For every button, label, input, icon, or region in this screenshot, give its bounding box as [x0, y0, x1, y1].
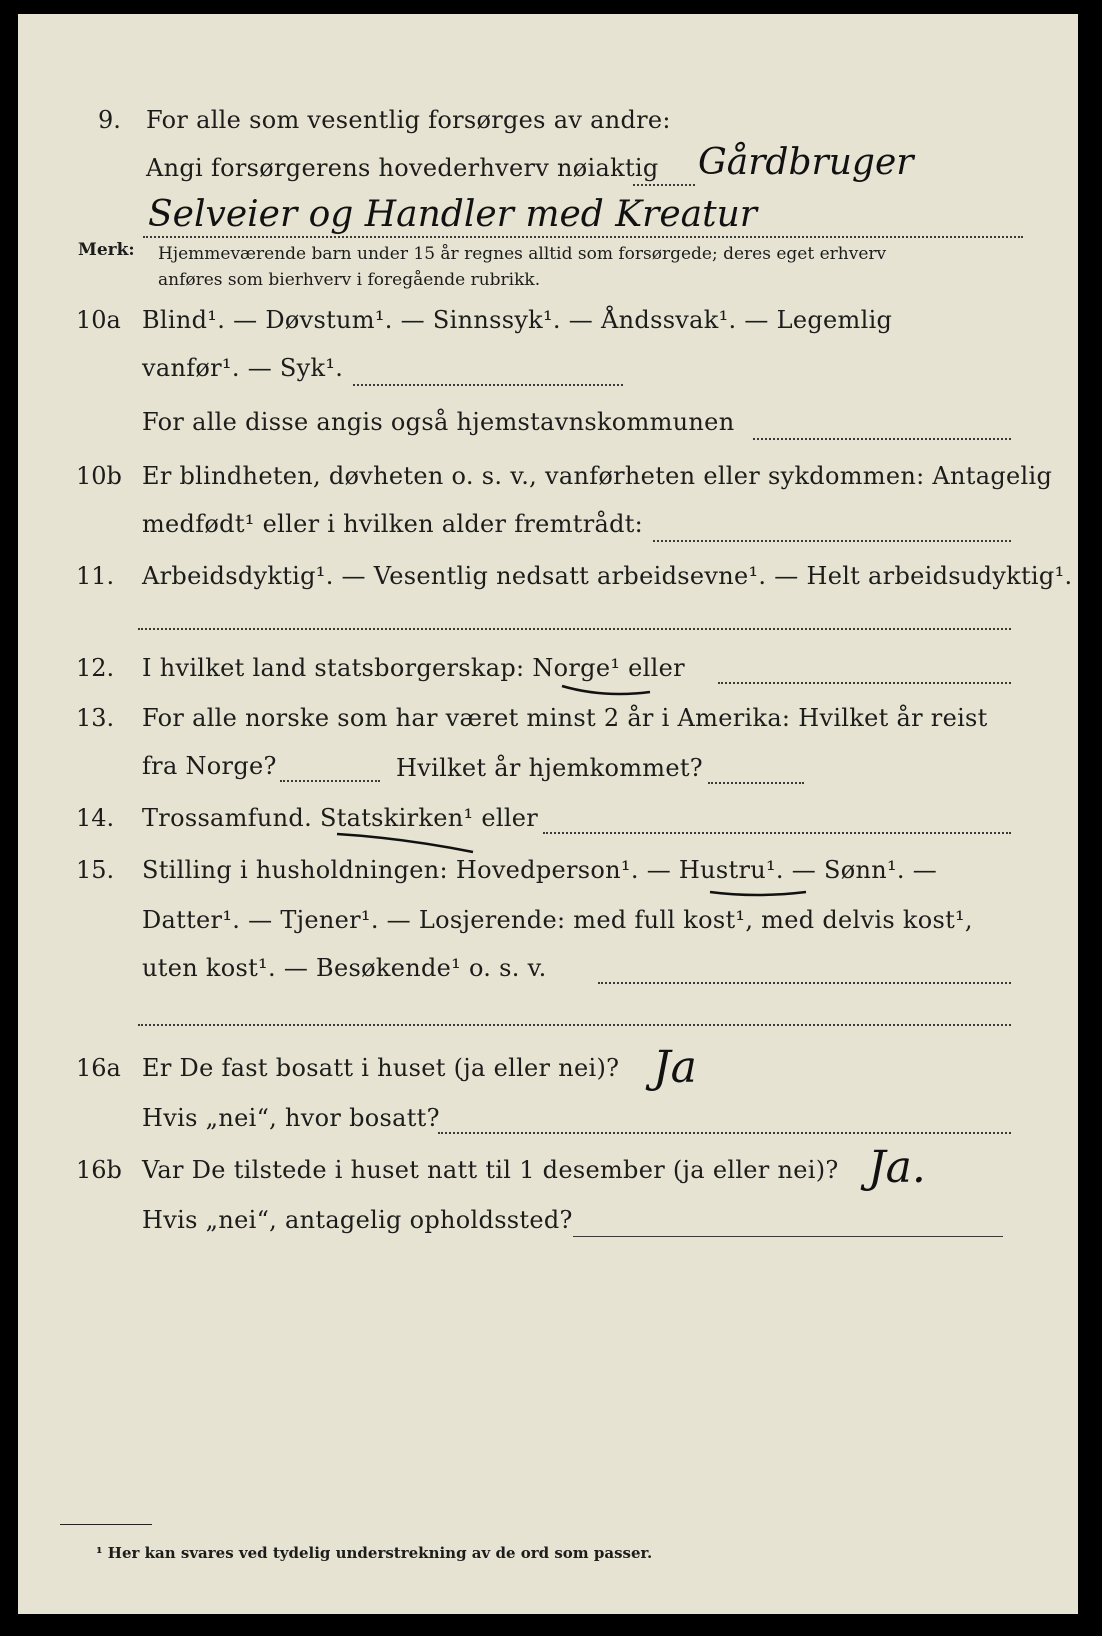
merk-line1: Hjemmeværende barn under 15 år regnes alltid som forsørgede; deres eget erhverv — [158, 244, 887, 264]
q10a-line3: For alle disse angis også hjemstavnskommunen — [142, 408, 735, 436]
q15-hustru-underline — [706, 886, 816, 900]
q12-answer-line — [718, 682, 1011, 684]
q9-number: 9. — [98, 106, 121, 134]
q11-line1: Arbeidsdyktig¹. — Vesentlig nedsatt arbeidsevne¹. — Helt arbeidsudyktig¹. — [142, 562, 1073, 590]
q10a-number: 10a — [76, 306, 121, 334]
q10b-line2: medfødt¹ eller i hvilken alder fremtrådt: — [142, 510, 644, 538]
census-form-page — [18, 14, 1078, 1614]
q10b-answer-line — [653, 540, 1011, 542]
q14-answer-line — [543, 832, 1011, 834]
q10a-sick-answer-line — [353, 384, 623, 386]
q16a-number: 16a — [76, 1054, 121, 1082]
q10b-line1: Er blindheten, døvheten o. s. v., vanførheten eller sykdommen: Antagelig — [142, 462, 1053, 490]
q15-line3: uten kost¹. — Besøkende¹ o. s. v. — [142, 954, 547, 982]
q10a-line1: Blind¹. — Døvstum¹. — Sinnssyk¹. — Åndssvak¹. — Legemlig — [142, 306, 893, 334]
q15-number: 15. — [76, 856, 115, 884]
footnote-rule — [60, 1524, 152, 1525]
q14-statskirken-underline — [333, 828, 483, 856]
q9-line2: Angi forsørgerens hovederhverv nøiaktig — [146, 154, 659, 182]
q15-answer-line2 — [138, 1024, 1011, 1026]
q9-answer-line1 — [633, 184, 695, 186]
q15-line1: Stilling i husholdningen: Hovedperson¹. — Hustru¹. — Sønn¹. — — [142, 856, 938, 884]
q13-year-left-answer-line — [280, 780, 380, 782]
q15-answer-line1 — [598, 982, 1011, 984]
q13-line1: For alle norske som har været minst 2 år i Amerika: Hvilket år reist — [142, 704, 988, 732]
q12-line1: I hvilket land statsborgerskap: Norge¹ eller — [142, 654, 685, 682]
q13-number: 13. — [76, 704, 115, 732]
q16a-answer-line — [438, 1132, 1011, 1134]
q16a-line2: Hvis „nei“, hvor bosatt? — [142, 1104, 440, 1132]
q9-handwritten-occupation: Gårdbruger — [698, 142, 914, 183]
q10a-municipality-answer-line — [753, 438, 1011, 440]
q13-line2b: Hvilket år hjemkommet? — [396, 754, 703, 782]
q15-line2: Datter¹. — Tjener¹. — Losjerende: med full kost¹, med delvis kost¹, — [142, 906, 973, 934]
q16a-handwritten-answer: Ja — [653, 1042, 697, 1093]
q11-number: 11. — [76, 562, 115, 590]
q12-number: 12. — [76, 654, 115, 682]
q10a-line2: vanfør¹. — Syk¹. — [142, 354, 344, 382]
q16b-answer-line — [573, 1236, 1003, 1237]
q16b-number: 16b — [76, 1156, 122, 1184]
footnote: ¹ Her kan svares ved tydelig understrekning av de ord som passer. — [96, 1544, 653, 1562]
q16a-line1: Er De fast bosatt i huset (ja eller nei)? — [142, 1054, 620, 1082]
q9-handwritten-occupation-detail: Selveier og Handler med Kreatur — [148, 194, 757, 235]
q16b-line2: Hvis „nei“, antagelig opholdssted? — [142, 1206, 573, 1234]
q16b-handwritten-answer: Ja. — [868, 1142, 926, 1193]
q10b-number: 10b — [76, 462, 122, 490]
q9-answer-line2 — [143, 236, 1023, 238]
merk-line2: anføres som bierhverv i foregående rubrikk. — [158, 270, 541, 290]
q14-line1: Trossamfund. Statskirken¹ eller — [142, 804, 539, 832]
q9-line1: For alle som vesentlig forsørges av andre: — [146, 106, 671, 134]
q12-norge-underline — [558, 682, 658, 698]
merk-label: Merk: — [78, 240, 135, 260]
q13-line2a: fra Norge? — [142, 752, 277, 780]
q11-answer-line — [138, 628, 1011, 630]
q13-year-returned-answer-line — [708, 782, 804, 784]
q16b-line1: Var De tilstede i huset natt til 1 desember (ja eller nei)? — [142, 1156, 839, 1184]
q14-number: 14. — [76, 804, 115, 832]
